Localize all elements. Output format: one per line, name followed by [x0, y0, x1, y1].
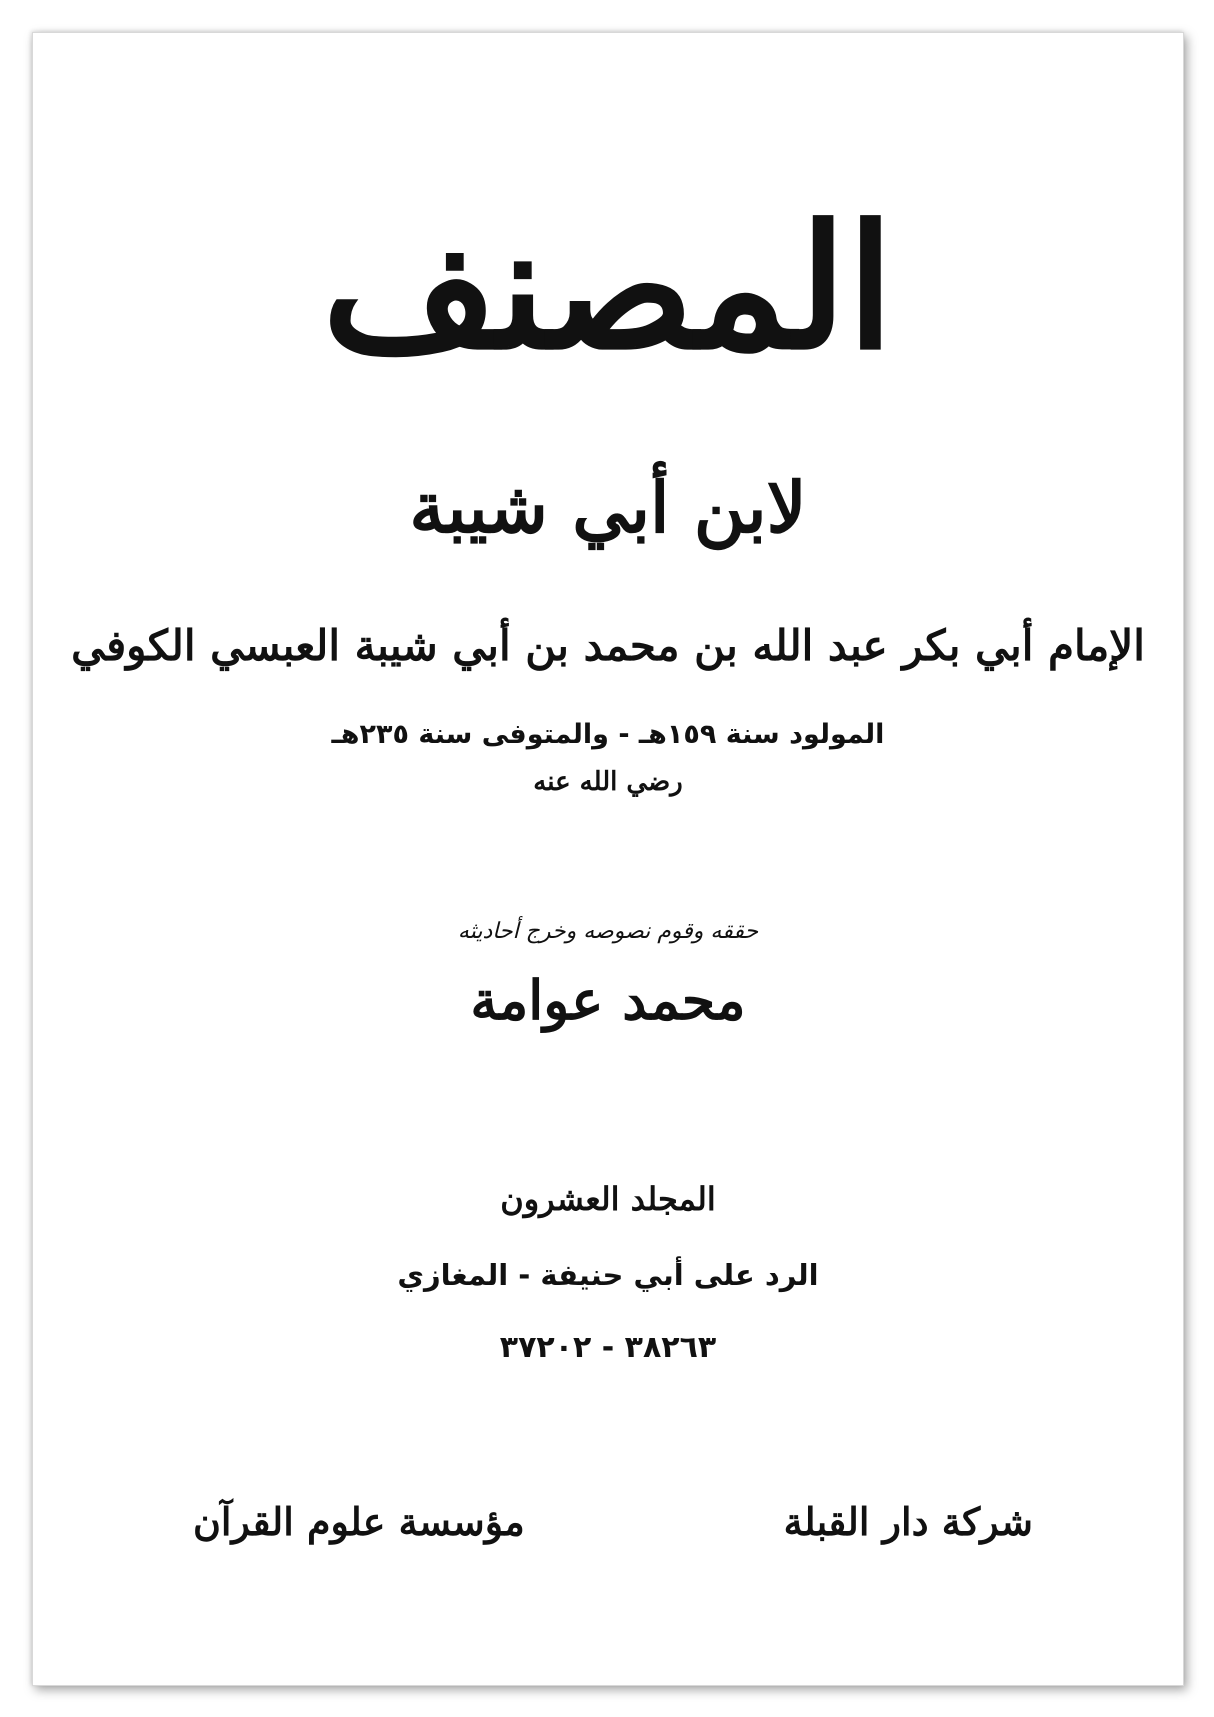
title-page: [32, 32, 1184, 1686]
volume-topics: الرد على أبي حنيفة - المغازي: [397, 1258, 819, 1292]
author-name: الإمام أبي بكر عبد الله بن محمد بن أبي شيبة العبسي الكوفي: [71, 621, 1145, 670]
author-blessing: رضي الله عنه: [533, 767, 683, 797]
publisher-left: مؤسسة علوم القرآن: [193, 1499, 525, 1544]
hadith-range: ٣٨٢٦٣ - ٣٧٢٠٢: [499, 1330, 717, 1365]
book-title: المصنف: [321, 188, 894, 388]
volume-label: المجلد العشرون: [500, 1180, 716, 1218]
editor-name: محمد عوامة: [470, 968, 746, 1032]
book-subtitle: لابن أبي شيبة: [409, 466, 807, 549]
author-dates: المولود سنة ١٥٩هـ - والمتوفى سنة ٢٣٥هـ: [331, 719, 885, 750]
editor-role: حققه وقوم نصوصه وخرج أحاديثه: [457, 919, 759, 944]
publisher-right: شركة دار القبلة: [783, 1499, 1033, 1544]
